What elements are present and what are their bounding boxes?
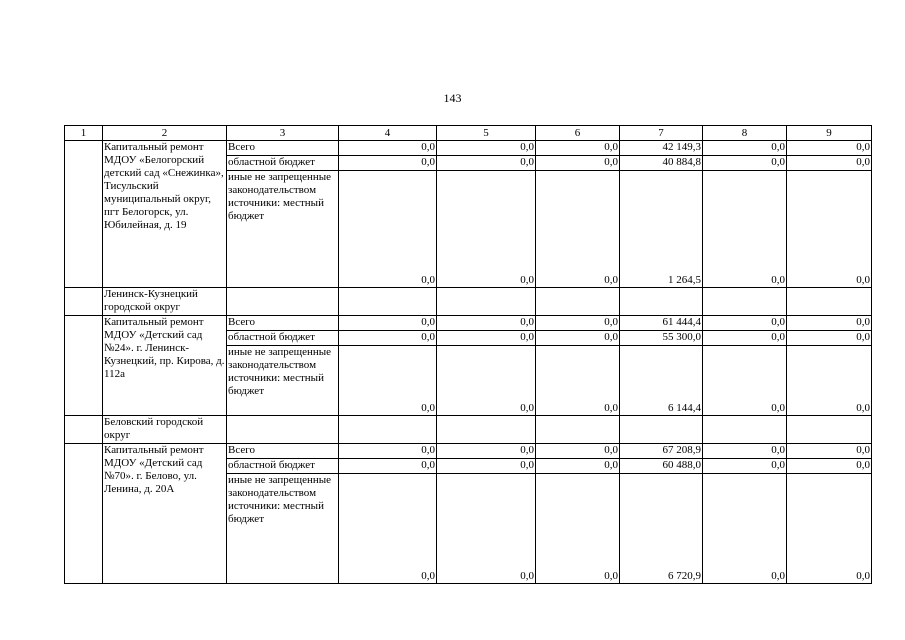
value-cell bbox=[536, 346, 620, 416]
object-name: Капитальный ремонт МДОУ «Детский сад №70». г. Белово, ул. Ленина, д. 20А bbox=[103, 444, 227, 584]
value-text: 0,0 bbox=[771, 570, 785, 582]
column-header: 1 bbox=[65, 126, 103, 141]
empty-cell bbox=[437, 416, 536, 444]
value-cell bbox=[339, 316, 437, 331]
value-cell bbox=[437, 316, 536, 331]
value-cell bbox=[620, 474, 703, 584]
empty-cell bbox=[339, 288, 437, 316]
value-text: 0,0 bbox=[520, 570, 534, 582]
value-cell bbox=[437, 474, 536, 584]
table-row bbox=[65, 444, 872, 459]
value-text: 0,0 bbox=[771, 402, 785, 414]
empty-cell bbox=[437, 288, 536, 316]
value-text: 0,0 bbox=[856, 444, 870, 456]
object-name: Капитальный ремонт МДОУ «Белогорский детский сад «Снежинка», Тисульский муниципальный округ, пгт Белогорск, ул. Юбилейная, д. 19 bbox=[103, 141, 227, 288]
value-text: 6 144,4 bbox=[668, 402, 701, 414]
value-text: 55 300,0 bbox=[662, 331, 701, 343]
value-cell bbox=[339, 346, 437, 416]
funding-source: областной бюджет bbox=[227, 459, 339, 474]
empty-cell bbox=[65, 288, 103, 316]
value-cell bbox=[787, 171, 872, 288]
value-text: 0,0 bbox=[604, 570, 618, 582]
value-cell bbox=[437, 331, 536, 346]
value-text: 0,0 bbox=[604, 402, 618, 414]
value-cell bbox=[536, 444, 620, 459]
value-text: 0,0 bbox=[604, 141, 618, 153]
column-header: 5 bbox=[437, 126, 536, 141]
value-cell bbox=[536, 156, 620, 171]
value-cell bbox=[703, 171, 787, 288]
value-cell bbox=[339, 331, 437, 346]
index-cell bbox=[65, 444, 103, 584]
value-text: 6 720,9 bbox=[668, 570, 701, 582]
index-cell bbox=[65, 141, 103, 288]
value-cell bbox=[787, 316, 872, 331]
value-text: 0,0 bbox=[604, 316, 618, 328]
column-header: 2 bbox=[103, 126, 227, 141]
funding-source: иные не запрещенные законодательством источники: местный бюджет bbox=[227, 474, 339, 584]
value-text: 0,0 bbox=[421, 274, 435, 286]
value-cell bbox=[787, 474, 872, 584]
budget-table bbox=[64, 125, 872, 584]
value-text: 0,0 bbox=[771, 444, 785, 456]
value-text: 0,0 bbox=[604, 274, 618, 286]
value-cell bbox=[339, 141, 437, 156]
table-row bbox=[65, 316, 872, 331]
value-cell bbox=[620, 459, 703, 474]
index-cell bbox=[65, 316, 103, 416]
value-text: 0,0 bbox=[520, 402, 534, 414]
empty-cell bbox=[787, 288, 872, 316]
value-cell bbox=[437, 346, 536, 416]
funding-source: Всего bbox=[227, 316, 339, 331]
value-text: 0,0 bbox=[604, 459, 618, 471]
value-cell bbox=[339, 444, 437, 459]
empty-cell bbox=[65, 416, 103, 444]
value-text: 0,0 bbox=[421, 459, 435, 471]
value-cell bbox=[620, 316, 703, 331]
header-row bbox=[65, 126, 872, 141]
value-text: 61 444,4 bbox=[662, 316, 701, 328]
empty-cell bbox=[339, 416, 437, 444]
funding-source: Всего bbox=[227, 444, 339, 459]
value-text: 0,0 bbox=[771, 316, 785, 328]
empty-cell bbox=[227, 288, 339, 316]
value-text: 0,0 bbox=[771, 274, 785, 286]
column-header: 9 bbox=[787, 126, 872, 141]
value-cell bbox=[536, 141, 620, 156]
value-cell bbox=[703, 156, 787, 171]
value-text: 0,0 bbox=[520, 141, 534, 153]
district-name: Ленинск-Кузнецкий городской округ bbox=[103, 288, 227, 316]
value-cell bbox=[536, 171, 620, 288]
value-cell bbox=[339, 459, 437, 474]
value-text: 0,0 bbox=[856, 331, 870, 343]
value-cell bbox=[437, 171, 536, 288]
value-text: 40 884,8 bbox=[662, 156, 701, 168]
value-text: 0,0 bbox=[856, 570, 870, 582]
value-text: 0,0 bbox=[856, 141, 870, 153]
column-header: 6 bbox=[536, 126, 620, 141]
value-cell bbox=[703, 444, 787, 459]
value-text: 0,0 bbox=[771, 156, 785, 168]
value-cell bbox=[437, 459, 536, 474]
value-cell bbox=[703, 141, 787, 156]
value-cell bbox=[536, 474, 620, 584]
district-row bbox=[65, 288, 872, 316]
value-cell bbox=[787, 331, 872, 346]
funding-source: Всего bbox=[227, 141, 339, 156]
value-cell bbox=[620, 331, 703, 346]
value-text: 0,0 bbox=[421, 570, 435, 582]
value-text: 67 208,9 bbox=[662, 444, 701, 456]
table-body bbox=[65, 126, 872, 584]
empty-cell bbox=[620, 288, 703, 316]
object-name: Капитальный ремонт МДОУ «Детский сад №24». г. Ленинск-Кузнецкий, пр. Кирова, д. 112а bbox=[103, 316, 227, 416]
value-cell bbox=[787, 156, 872, 171]
value-text: 0,0 bbox=[520, 331, 534, 343]
value-text: 0,0 bbox=[520, 444, 534, 456]
funding-source: иные не запрещенные законодательством источники: местный бюджет bbox=[227, 171, 339, 288]
value-cell bbox=[620, 156, 703, 171]
value-text: 42 149,3 bbox=[662, 141, 701, 153]
empty-cell bbox=[787, 416, 872, 444]
value-cell bbox=[787, 141, 872, 156]
value-cell bbox=[703, 331, 787, 346]
empty-cell bbox=[703, 288, 787, 316]
empty-cell bbox=[536, 416, 620, 444]
value-cell bbox=[787, 459, 872, 474]
funding-source: областной бюджет bbox=[227, 156, 339, 171]
value-text: 0,0 bbox=[856, 156, 870, 168]
value-text: 0,0 bbox=[421, 402, 435, 414]
empty-cell bbox=[227, 416, 339, 444]
column-header: 4 bbox=[339, 126, 437, 141]
value-cell bbox=[703, 346, 787, 416]
value-text: 0,0 bbox=[604, 444, 618, 456]
value-text: 0,0 bbox=[856, 316, 870, 328]
value-cell bbox=[703, 459, 787, 474]
value-cell bbox=[536, 459, 620, 474]
empty-cell bbox=[536, 288, 620, 316]
value-cell bbox=[339, 474, 437, 584]
district-name: Беловский городской округ bbox=[103, 416, 227, 444]
value-cell bbox=[620, 141, 703, 156]
value-cell bbox=[536, 331, 620, 346]
value-cell bbox=[787, 346, 872, 416]
value-cell bbox=[787, 444, 872, 459]
value-text: 0,0 bbox=[856, 459, 870, 471]
value-cell bbox=[620, 171, 703, 288]
column-header: 3 bbox=[227, 126, 339, 141]
district-row bbox=[65, 416, 872, 444]
value-text: 0,0 bbox=[771, 459, 785, 471]
page-number: 143 bbox=[443, 91, 462, 105]
value-text: 60 488,0 bbox=[662, 459, 701, 471]
value-cell bbox=[339, 156, 437, 171]
value-text: 0,0 bbox=[421, 444, 435, 456]
value-text: 0,0 bbox=[421, 331, 435, 343]
table-row bbox=[65, 141, 872, 156]
value-cell bbox=[620, 346, 703, 416]
value-cell bbox=[620, 444, 703, 459]
value-text: 0,0 bbox=[604, 156, 618, 168]
value-cell bbox=[437, 141, 536, 156]
value-text: 0,0 bbox=[856, 402, 870, 414]
value-text: 0,0 bbox=[856, 274, 870, 286]
value-text: 0,0 bbox=[421, 141, 435, 153]
value-text: 0,0 bbox=[520, 459, 534, 471]
value-text: 0,0 bbox=[771, 141, 785, 153]
value-text: 0,0 bbox=[520, 156, 534, 168]
value-cell bbox=[437, 444, 536, 459]
value-text: 0,0 bbox=[520, 274, 534, 286]
value-cell bbox=[703, 474, 787, 584]
value-text: 0,0 bbox=[771, 331, 785, 343]
value-text: 0,0 bbox=[421, 156, 435, 168]
empty-cell bbox=[703, 416, 787, 444]
funding-source: областной бюджет bbox=[227, 331, 339, 346]
value-cell bbox=[703, 316, 787, 331]
value-text: 0,0 bbox=[421, 316, 435, 328]
value-cell bbox=[339, 171, 437, 288]
value-cell bbox=[536, 316, 620, 331]
column-header: 8 bbox=[703, 126, 787, 141]
empty-cell bbox=[620, 416, 703, 444]
funding-source: иные не запрещенные законодательством источники: местный бюджет bbox=[227, 346, 339, 416]
value-text: 0,0 bbox=[520, 316, 534, 328]
column-header: 7 bbox=[620, 126, 703, 141]
value-text: 0,0 bbox=[604, 331, 618, 343]
value-text: 1 264,5 bbox=[668, 274, 701, 286]
value-cell bbox=[437, 156, 536, 171]
